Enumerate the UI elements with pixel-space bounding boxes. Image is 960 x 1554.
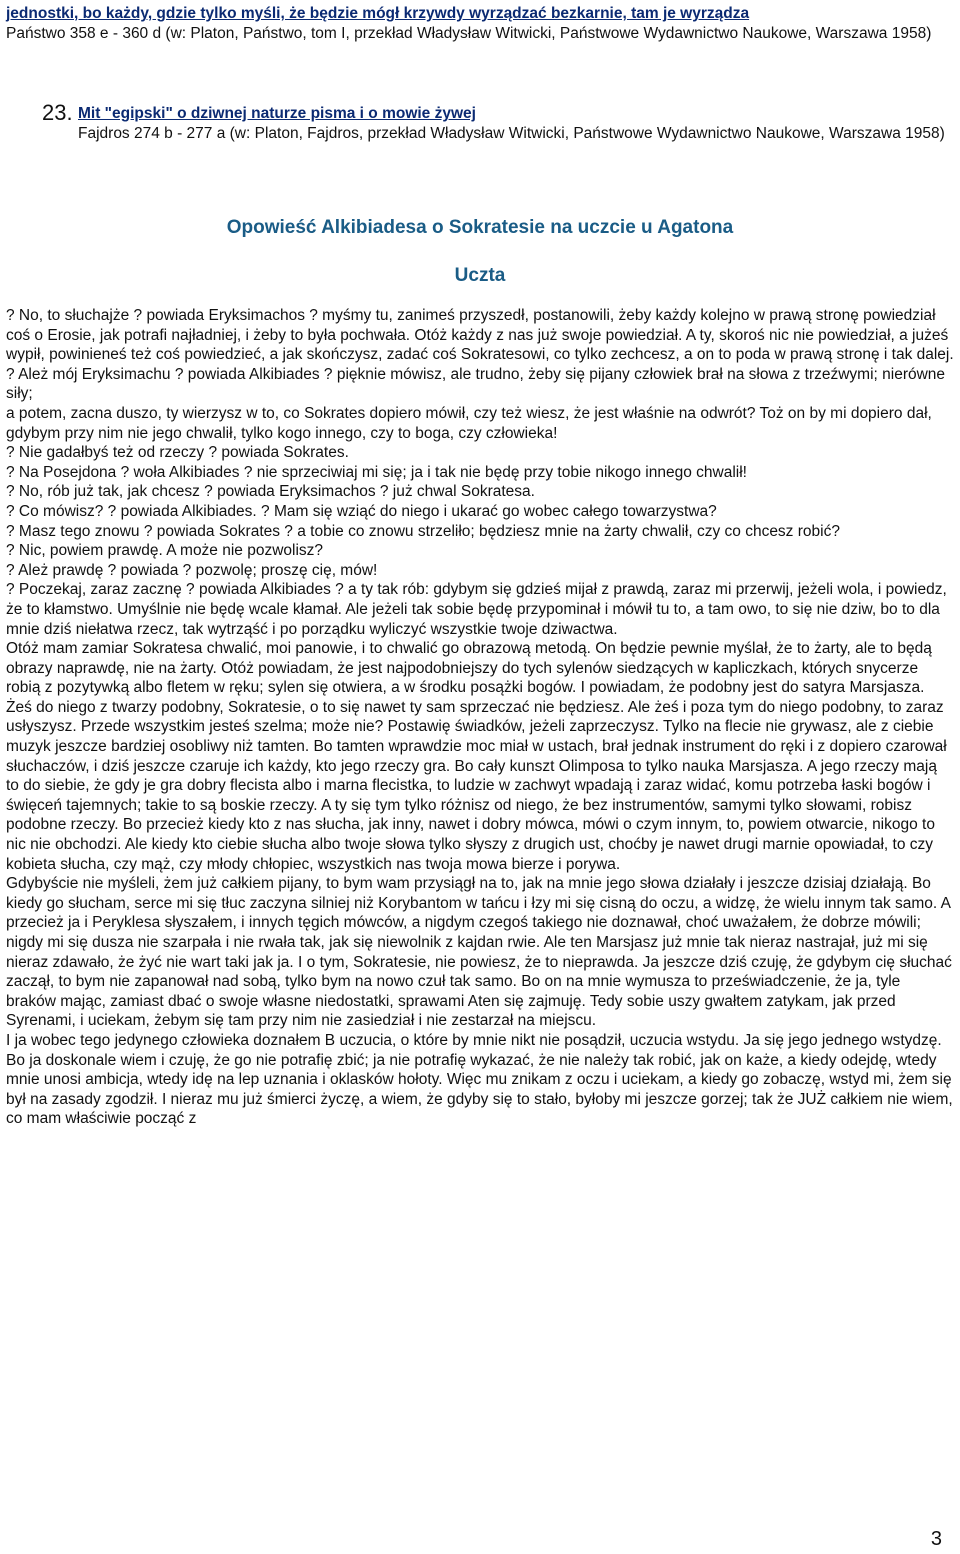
story-heading: Opowieść Alkibiadesa o Sokratesie na uczcie u Agatona: [226, 217, 734, 238]
paragraph: ? Masz tego znowu ? powiada Sokrates ? a tobie co znowu strzeliło; będziesz mnie na żarty chwalił, czy co chcesz robić?: [6, 522, 840, 540]
paragraph: ? Co mówisz? ? powiada Alkibiades. ? Mam się wziąć do niego i ukarać go wobec całego towarzystwa?: [6, 502, 717, 520]
paragraph: ? Poczekaj, zaraz zacznę ? powiada Alkibiades ? a ty tak rób: gdybym się gdzieś mijał z prawdą, zaraz mi przerwij, jeżeli wola, i powiedz, że to kłamstwo. Umyślnie nie będę wcale kłamał. Ale jeżeli tak sobie będę przypominał i mówił tu to, a tam owo, to się nie dziw, bo to dla mnie dziś niełatwa rzecz, tak wytrząść i po porządku wyliczyć wszystkie twoje dziwactwa.: [6, 581, 947, 638]
paragraph: ? No, rób już tak, jak chcesz ? powiada Eryksimachos ? już chwal Sokratesa.: [6, 483, 535, 501]
paragraph: ? Ależ mój Eryksimachu ? powiada Alkibiades ? pięknie mówisz, ale trudno, żeby się pijany człowiek brał na słowa z trzeźwymi; nierówne siły;: [6, 365, 946, 403]
paragraph: ? Ależ prawdę ? powiada ? pozwolę; proszę cię, mów!: [6, 561, 378, 579]
document-page: [6, 4, 954, 1129]
section-number: 23.: [42, 100, 73, 125]
dialogue-text: [6, 306, 954, 1129]
paragraph: ? Nic, powiem prawdę. A może nie pozwolisz?: [6, 542, 324, 560]
page-number: 3: [930, 1528, 942, 1550]
paragraph: ? No, to słuchajże ? powiada Eryksimachos ? myśmy tu, zanimeś przyszedł, postanowili, żeby każdy kolejno w prawą stronę powiedział coś o Erosie, jak potrafi najładniej, i żeby to była pochwała. Otóż każdy z nas już swoje powiedział. A ty, skoroś nic nie powiedział, a jużeś wypił, powinieneś też coś powiedzieć, a jak skończysz, zadać coś Sokratesowi, co tylko zechcesz, a on to poda w prawą stronę i tak dalej.: [6, 307, 954, 364]
paragraph: ? Na Posejdona ? woła Alkibiades ? nie sprzeciwiaj mi się; ja i tak nie będę przy tobie nikogo innego chwalił!: [6, 463, 747, 481]
work-title: Uczta: [454, 265, 506, 286]
section-link[interactable]: Mit "egipski" o dziwnej naturze pisma i o mowie żywej: [78, 105, 476, 122]
paragraph: Gdybyście nie myśleli, żem już całkiem pijany, to bym wam przysiągł na to, jak na mnie jego słowa działały i jeszcze dzisiaj działają. Bo kiedy go słucham, serce mi się tłuc zaczyna silniej niż Korybantom w tańcu i łzy mi się cisną do oczu, a widzę, że wielu innym tak samo. A przecież ja i Peryklesa słyszałem, i innych tęgich mówców, a nigdym czegoś takiego nie doznawał, choć uważałem, że dobrze mówili; nigdy mi się dusza nie szarpała i nie rwała tak, jak się niewolnik z kajdan rwie. Ale ten Marsjasz już mnie tak nieraz nastrajał, już mi się nieraz zdawało, że żyć nie wart taki jak ja. I o tym, Sokratesie, nie powiesz, że to nieprawda. Ja jeszcze dziś czuję, że gdybym cię słuchać zaczął, to bym nie zapanował nad sobą, tylko bym na nowo czuł tak samo. Bo on na mnie wymusza to przeświadczenie, że ja, tyle braków mając, zamiast dbać o swoje własne niedostatki, sprawami Aten się zajmuję. Tedy sobie uszy gwałtem zatykam, jak przed Syrenami, i uciekam, żebym się tam przy nim nie zasiedział i nie zestarzał na miejscu.: [6, 875, 952, 1030]
paragraph: I ja wobec tego jedynego człowieka doznałem B uczucia, o które by mnie nikt nie posądził, uczucia wstydu. Ja się jego jednego wstydzę.: [6, 1031, 942, 1049]
paragraph: Bo ja doskonale wiem i czuję, że go nie potrafię zbić; ja nie potrafię wykazać, że nie należy tak robić, jak on każe, a kiedy odejdę, wtedy mnie unosi ambicja, wtedy idę na lep uznania i oklasków hołoty. Więc mu znikam z oczu i uciekam, a kiedy go zobaczę, wstyd mi, żem się był na zasady zgodził. I nieraz mu już śmierci życzę, a wiem, że gdyby się to stało, byłoby mi jeszcze gorzej; tak że JUŻ całkiem nie wiem, co mam właściwie począć z: [6, 1051, 953, 1128]
section-source: Fajdros 274 b - 277 a (w: Platon, Fajdros, przekład Władysław Witwicki, Państwowe Wydawnictwo Naukowe, Warszawa 1958): [78, 125, 945, 142]
citation-link[interactable]: jednostki, bo każdy, gdzie tylko myśli, że będzie mógł krzywdy wyrządzać bezkarnie, tam je wyrządza: [6, 5, 750, 22]
paragraph: Otóż mam zamiar Sokratesa chwalić, moi panowie, i to chwalić go obrazową metodą. On będzie pewnie myślał, że to żarty, ale to będą obrazy naprawdę, nie na żarty. Otóż powiadam, że jest najpodobniejszy do tych sylenów siedzących w kapliczkach, których snycerze robią z pozytywką albo fletem w ręku; sylen się otwiera, a w środku posążki bogów. I powiadam, że podobny jest do satyra Marsjasza. Żeś do niego z twarzy podobny, Sokratesie, o to się nawet ty sam sprzeczać nie będziesz. Ale żeś i poza tym do niego podobny, to zaraz usłyszysz. Przede wszystkim jesteś szelma; może nie? Postawię świadków, jeżeli zaprzeczysz. Tylko na flecie nie grywasz, ale z ciebie muzyk jeszcze bardziej osobliwy niż tamten. Bo tamten wprawdzie moc miał w ustach, brał jednak instrument do ręki i z dopiero czarował słuchaczów, i dziś jeszcze czaruje ich każdy, kto jego rzeczy gra. Bo cały kunszt Olimposa to tylko nauka Marsjasza. A jego rzeczy mają to do siebie, że gdy je gra dobry flecista albo i marna flecistka, to ludzie w zachwyt wpadają i zaraz widać, komu potrzeba łaski bogów i święceń tajemnych; takie to są boskie rzeczy. A ty się tym tylko różnisz od niego, że bez instrumentów, samymi tylko słowami, robisz podobne rzeczy. Bo przecież kiedy kto z nas słucha, jak inny, nawet i dobry mówca, mówi o czym innym, to, powiem otwarcie, nikogo to nic nie obchodzi. Ale kiedy kto ciebie słucha albo twoje słowa tylko słyszy z drugich ust, choćby je nawet drugi marnie opowiadał, to czy kobieta słucha, czy mąż, czy młody chłopiec, wszystkich nas twoja mowa bierze i porywa.: [6, 640, 947, 873]
paragraph: a potem, zacna duszo, ty wierzysz w to, co Sokrates dopiero mówił, czy też wiesz, że jest właśnie na odwrót? Toż on by mi dopiero dał, gdybym przy nim nie jego chwalił, tylko kogo innego, czy to boga, czy człowieka!: [6, 404, 932, 442]
paragraph: ? Nie gadałbyś też od rzeczy ? powiada Sokrates.: [6, 444, 349, 462]
section-23: [6, 100, 954, 144]
citation-source: Państwo 358 e - 360 d (w: Platon, Państwo, tom I, przekład Władysław Witwicki, Państwowe Wydawnictwo Naukowe, Warszawa 1958): [6, 25, 932, 42]
